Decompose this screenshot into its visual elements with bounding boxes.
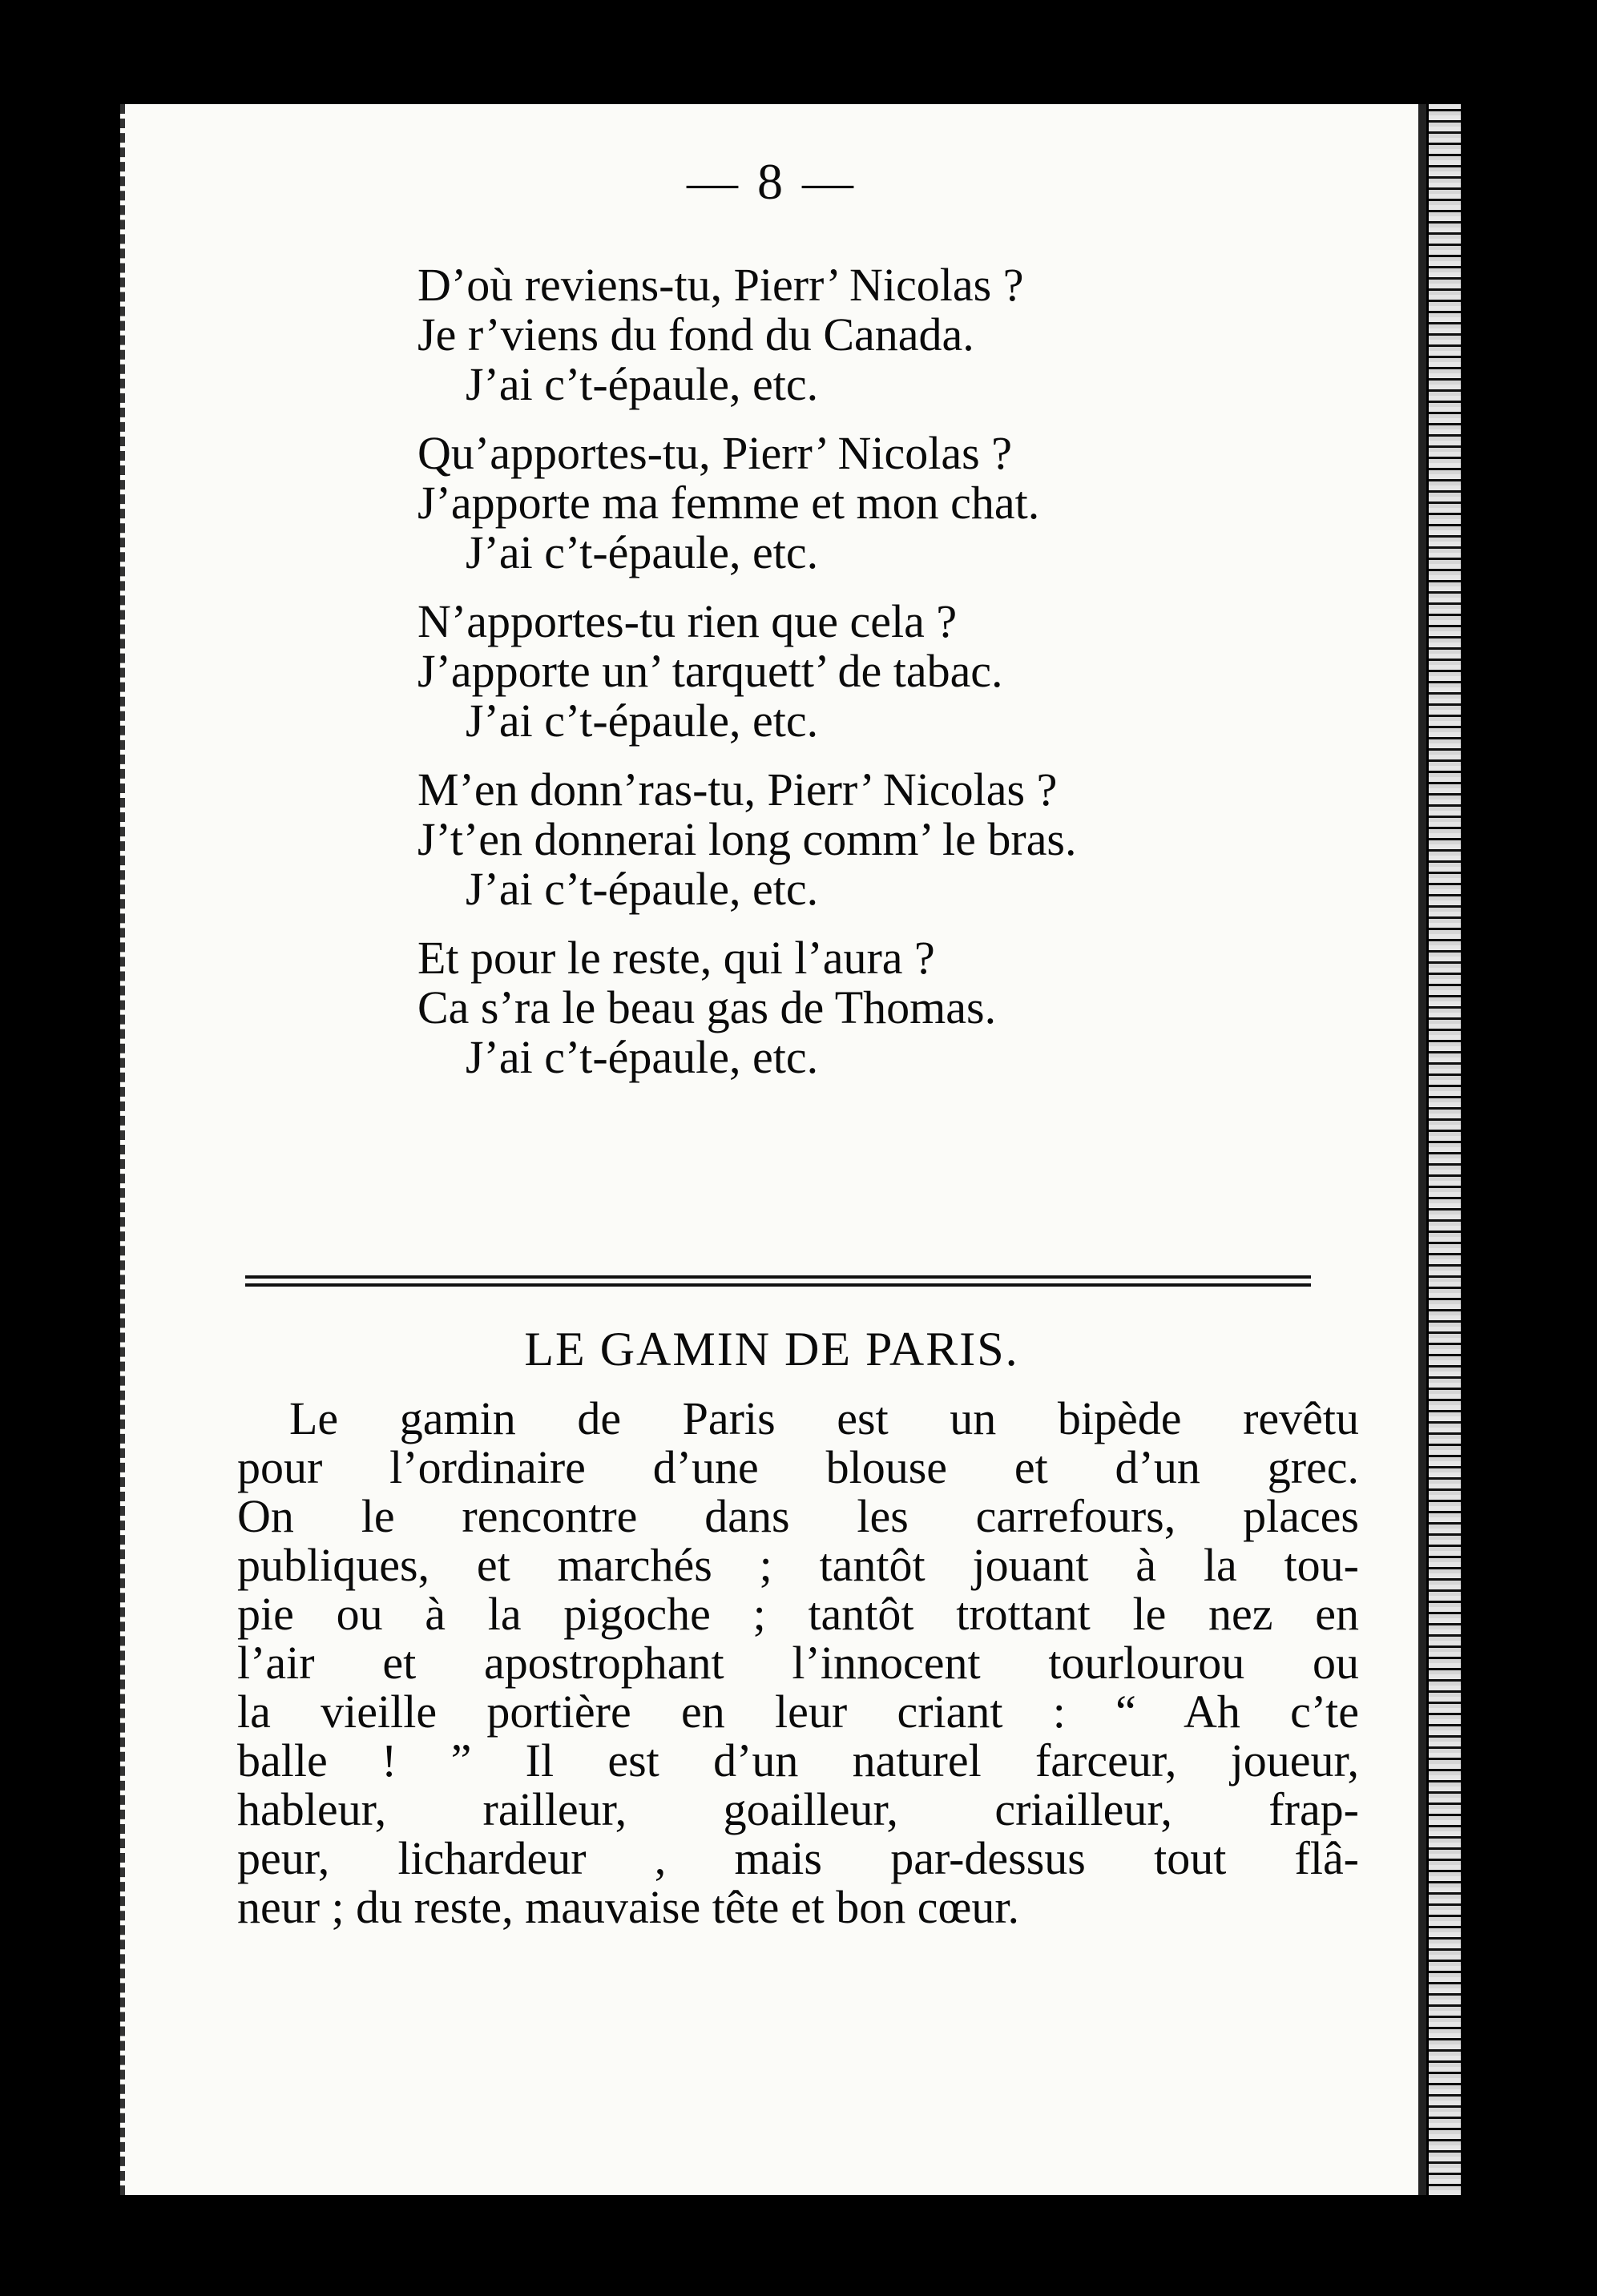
poem-line: D’où reviens-tu, Pierr’ Nicolas ? (417, 259, 1024, 311)
stanza (417, 765, 1339, 914)
stanza (417, 597, 1339, 746)
refrain-line: J’ai c’t-épaule, etc. (466, 358, 819, 410)
prose-line: publiques, et marchés ; tantôt jouant à la tou- (237, 1539, 1359, 1591)
prose-line: peur, lichardeur , mais par-dessus tout flâ- (237, 1832, 1359, 1884)
prose-line: la vieille portière en leur criant : “ Ah c’te (237, 1686, 1359, 1738)
poem-line: J’t’en donnerai long comm’ le bras. (417, 813, 1077, 865)
refrain-line: J’ai c’t-épaule, etc. (466, 695, 819, 747)
page-number: — 8 — (687, 153, 857, 210)
stanza (417, 429, 1339, 578)
prose-line: On le rencontre dans les carrefours, places (237, 1490, 1359, 1542)
prose-paragraph (237, 1394, 1359, 1931)
section-title: LE GAMIN DE PARIS. (524, 1323, 1019, 1376)
page-edge (1429, 104, 1461, 2195)
poem-line: M’en donn’ras-tu, Pierr’ Nicolas ? (417, 763, 1058, 816)
refrain-line: J’ai c’t-épaule, etc. (466, 526, 819, 578)
refrain-line: J’ai c’t-épaule, etc. (466, 1031, 819, 1083)
poem-line: J’apporte un’ tarquett’ de tabac. (417, 645, 1003, 697)
poem-line: J’apporte ma femme et mon chat. (417, 477, 1040, 529)
poem-line: Je r’viens du fond du Canada. (417, 308, 974, 361)
prose-line: balle ! ” Il est d’un naturel farceur, joueur, (237, 1734, 1359, 1786)
poem-line: N’apportes-tu rien que cela ? (417, 595, 958, 647)
poem (417, 260, 1339, 1102)
poem-line: Ca s’ra le beau gas de Thomas. (417, 981, 997, 1033)
prose-line: pour l’ordinaire d’une blouse et d’un grec. (237, 1441, 1359, 1493)
section-divider (245, 1275, 1311, 1279)
prose-line: pie ou à la pigoche ; tantôt trottant le nez en (237, 1588, 1359, 1640)
section-divider (245, 1283, 1311, 1287)
book-page (120, 104, 1426, 2195)
stanza (417, 933, 1339, 1082)
prose-line: neur ; du reste, mauvaise tête et bon cœur. (237, 1881, 1020, 1933)
stanza (417, 260, 1339, 409)
poem-line: Qu’apportes-tu, Pierr’ Nicolas ? (417, 427, 1012, 479)
refrain-line: J’ai c’t-épaule, etc. (466, 863, 819, 915)
prose-line: l’air et apostrophant l’innocent tourlourou ou (237, 1637, 1359, 1689)
poem-line: Et pour le reste, qui l’aura ? (417, 932, 935, 984)
prose-line: hableur, railleur, goailleur, criailleur, frap- (237, 1783, 1359, 1835)
prose-line: Le gamin de Paris est un bipède revêtu (289, 1392, 1359, 1444)
